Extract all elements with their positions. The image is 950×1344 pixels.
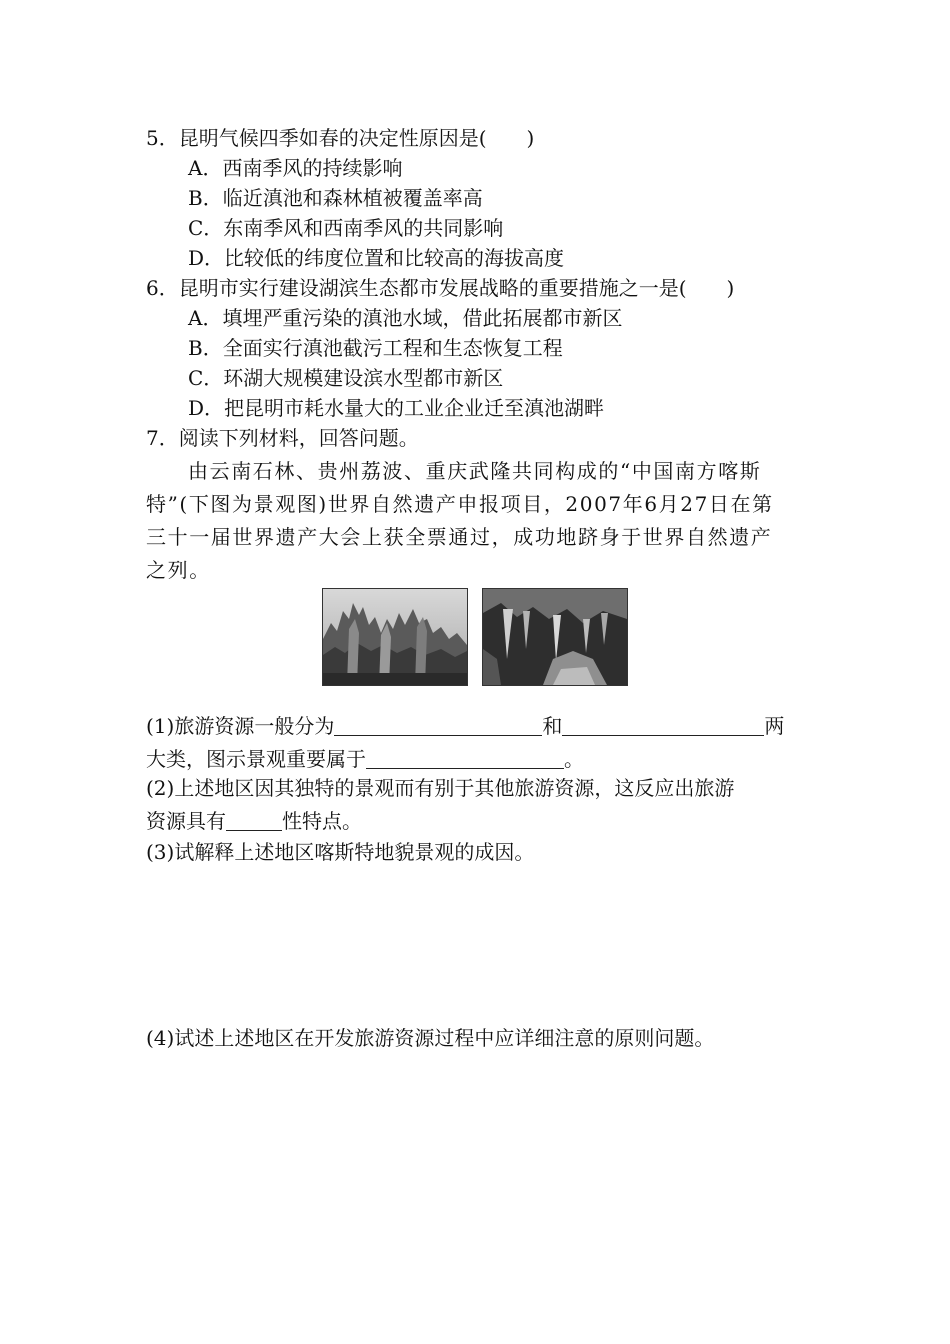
question-6-option-d: D．把昆明市耗水量大的工业企业迁至滇池湖畔	[188, 396, 605, 420]
question-5-option-a: A．西南季风的持续影响	[188, 156, 403, 180]
sub2-text-a: (2)上述地区因其独特的景观而有别于其他旅游资源，这反应出旅游	[146, 776, 735, 800]
question-7-sub-2	[146, 772, 806, 838]
karst-landscape-photos	[322, 588, 630, 686]
sub1-text-e: 。	[564, 747, 584, 771]
question-5-option-c: C．东南季风和西南季风的共同影响	[188, 216, 504, 240]
answer-blank-3[interactable]	[366, 746, 564, 769]
passage-line-2: 特”(下图为景观图)世界自然遗产申报项目，2007年6月27日在第	[146, 492, 774, 516]
question-7-passage	[146, 455, 806, 587]
sub1-text-a: (1)旅游资源一般分为	[146, 714, 335, 738]
sub1-text-d: 大类，图示景观重要属于	[146, 747, 366, 771]
sub4-text: (4)试述上述地区在开发旅游资源过程中应详细注意的原则问题。	[146, 1026, 715, 1050]
question-7-sub-3	[146, 836, 806, 869]
sub2-text-b: 资源具有	[146, 809, 226, 833]
passage-line-3: 三十一届世界遗产大会上获全票通过，成功地跻身于世界自然遗产	[146, 525, 773, 549]
question-7-sub-4	[146, 1022, 806, 1055]
passage-line-4: 之列。	[146, 558, 211, 582]
sub3-text: (3)试解释上述地区喀斯特地貌景观的成因。	[146, 840, 535, 864]
sub2-text-c: 性特点。	[282, 809, 362, 833]
question-6-stem: 6．昆明市实行建设湖滨生态都市发展战略的重要措施之一是( )	[146, 276, 735, 300]
karst-cave-photo	[482, 588, 628, 686]
answer-blank-1[interactable]	[334, 713, 542, 736]
stone-forest-photo	[322, 588, 468, 686]
question-6-option-b: B．全面实行滇池截污工程和生态恢复工程	[188, 336, 563, 360]
question-5-option-d: D．比较低的纬度位置和比较高的海拔高度	[188, 246, 565, 270]
sub1-text-c: 两	[764, 714, 785, 738]
question-5-option-b: B．临近滇池和森林植被覆盖率高	[188, 186, 483, 210]
question-6-option-a: A．填埋严重污染的滇池水域，借此拓展都市新区	[188, 306, 623, 330]
passage-line-1: 由云南石林、贵州荔波、重庆武隆共同构成的“中国南方喀斯	[188, 459, 762, 483]
question-6-option-c: C．环湖大规模建设滨水型都市新区	[188, 366, 504, 390]
answer-blank-4[interactable]	[226, 808, 282, 831]
sub1-text-b: 和	[542, 714, 563, 738]
question-5-stem: 5．昆明气候四季如春的决定性原因是( )	[146, 126, 535, 150]
answer-blank-2[interactable]	[562, 713, 764, 736]
question-7-stem: 7．阅读下列材料，回答问题。	[146, 426, 419, 450]
question-7-sub-1	[146, 710, 806, 776]
